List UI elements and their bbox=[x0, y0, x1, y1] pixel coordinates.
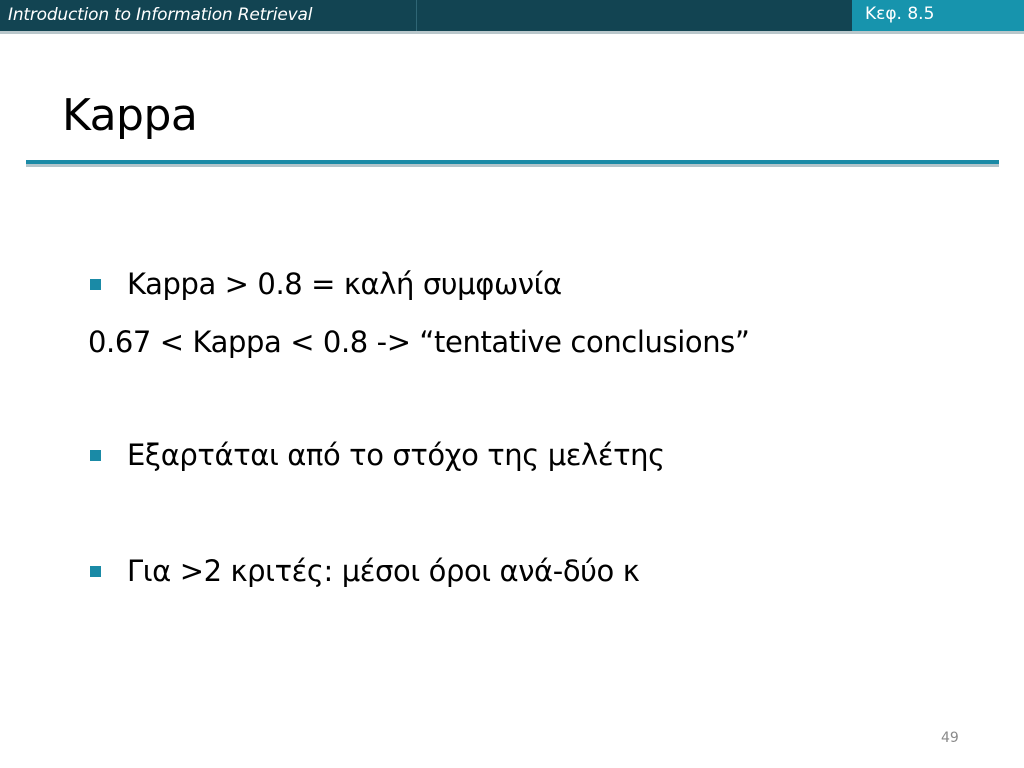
bullet-text-1: Kappa > 0.8 = καλή συμφωνία bbox=[127, 267, 562, 301]
bullet-text-3: Για >2 κριτές: μέσοι όροι ανά-δύο κ bbox=[127, 554, 640, 588]
slide-title: Kappa bbox=[62, 90, 198, 141]
bullet-square-icon bbox=[90, 566, 101, 577]
page-number: 49 bbox=[941, 730, 959, 746]
header-bar bbox=[0, 0, 1024, 31]
chapter-label: Κεφ. 8.5 bbox=[865, 4, 935, 24]
bullet-text-2: Εξαρτάται από το στόχο της μελέτης bbox=[127, 438, 665, 472]
header-divider bbox=[416, 0, 417, 31]
bullet-square-icon bbox=[90, 279, 101, 290]
course-title: Introduction to Information Retrieval bbox=[8, 5, 313, 25]
continuation-text: 0.67 < Kappa < 0.8 -> “tentative conclusions” bbox=[88, 325, 750, 359]
title-rule-shadow bbox=[26, 164, 999, 167]
header-underline bbox=[0, 31, 1024, 34]
chapter-box bbox=[852, 0, 1024, 31]
bullet-square-icon bbox=[90, 450, 101, 461]
